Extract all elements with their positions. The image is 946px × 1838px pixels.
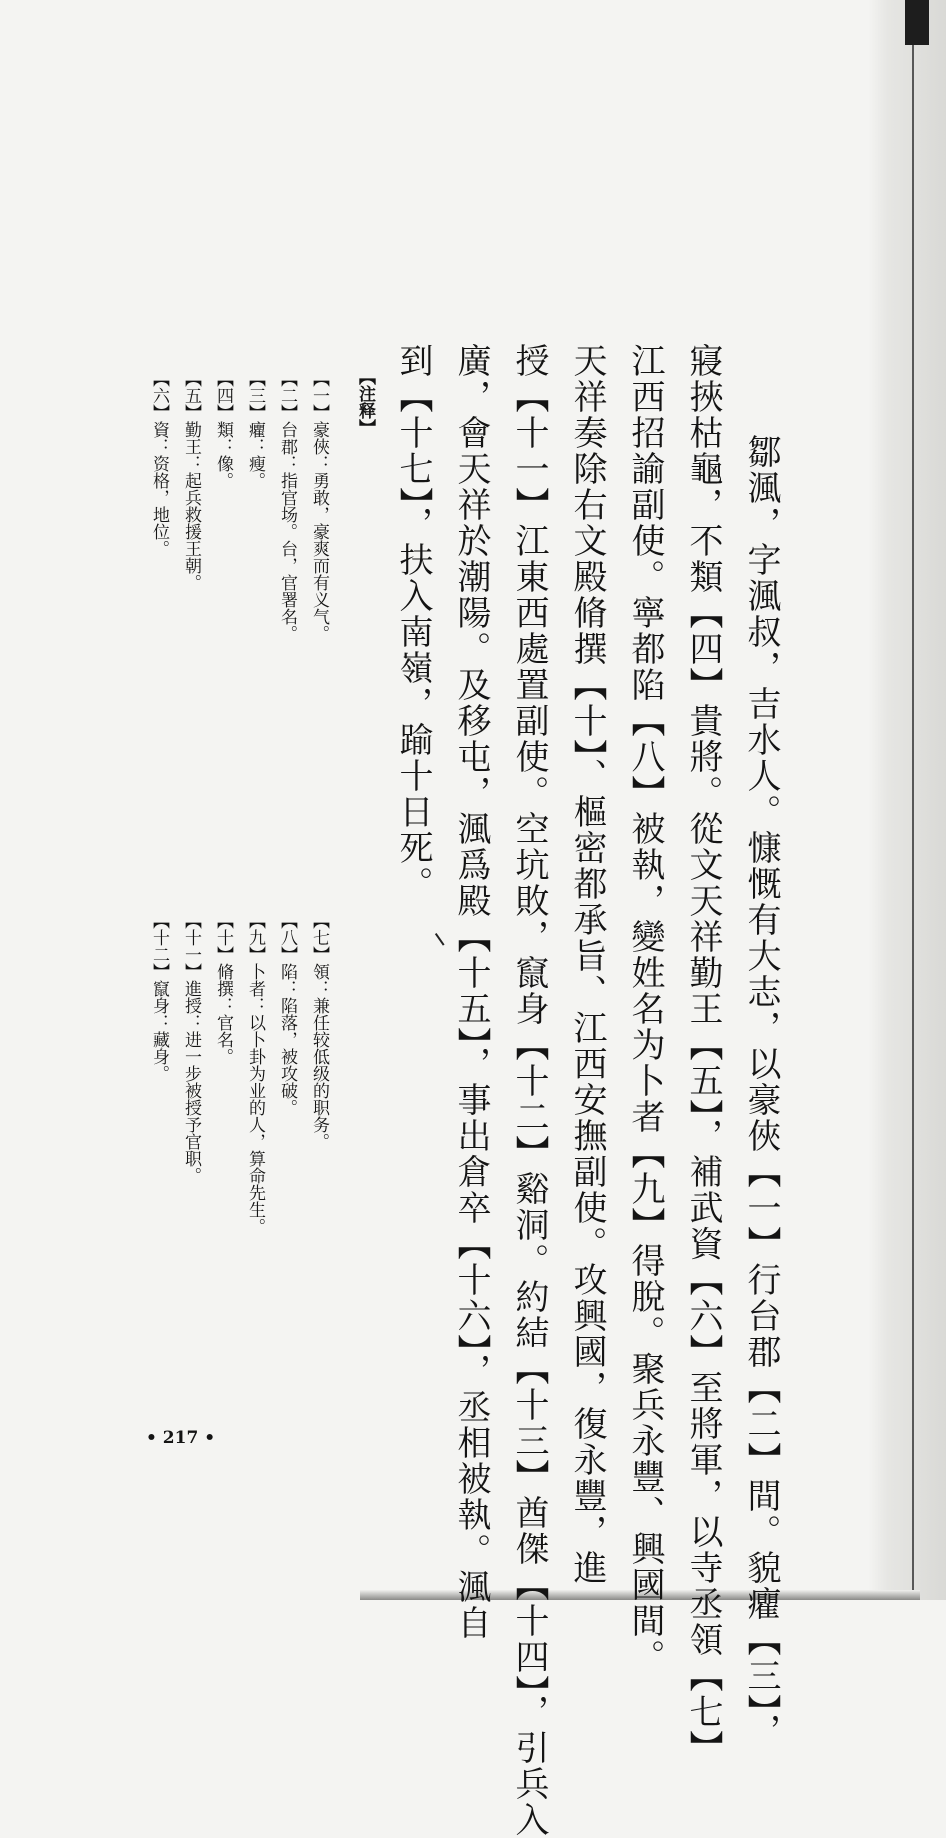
main-text-column-7: 到【十七】，扶入南嶺，踰十日死。	[393, 343, 433, 902]
note-8: 【八】陷：陷落，被攻破。	[277, 912, 297, 1116]
page-number: • 217 •	[146, 1428, 216, 1448]
note-4: 【四】類：像。	[213, 370, 233, 489]
note-10: 【十】脩撰：官名。	[213, 912, 233, 1065]
note-11: 【十一】進授：进一步被授予官职。	[181, 912, 201, 1184]
notes-heading: 【注释】	[355, 368, 375, 436]
note-6: 【六】資：资格，地位。	[149, 370, 169, 557]
note-1: 【一】豪俠：勇敢，豪爽而有义气。	[309, 370, 329, 642]
note-3: 【三】癯：瘦。	[245, 370, 265, 489]
main-text-column-3: 江西招諭副使。寧都陷【八】被執，變姓名为卜者【九】得脫。聚兵永豐、興國間。	[625, 343, 665, 1675]
page-edge-shadow	[868, 0, 946, 1600]
page-edge-line	[912, 0, 914, 1600]
scan-edge-top	[905, 0, 929, 45]
main-text-column-5: 授【十一】江東西處置副使。空坑敗，竄身【十二】谿洞。約結【十三】酋傑【十四】，引兵入	[509, 343, 549, 1838]
main-text-column-1: 鄒渢，字渢叔，吉水人。慷慨有大志，以豪俠【一】行台郡【二】間。貌癯【三】，	[741, 398, 781, 1749]
main-text-column-6: 廣，會天祥於潮陽。及移屯，渢爲殿【十五】，事出倉卒【十六】，丞相被執。渢自	[451, 343, 491, 1641]
note-12: 【十二】竄身：藏身。	[149, 912, 169, 1082]
note-5: 【五】勤王：起兵救援王朝。	[181, 370, 201, 591]
note-7: 【七】領：兼任较低级的职务。	[309, 912, 329, 1150]
note-2: 【二】台郡：指官场。台，官署名。	[277, 370, 297, 642]
main-text-column-4: 天祥奏除右文殿脩撰【十】、樞密都承旨、江西安撫副使。攻興國，復永豐，進	[567, 343, 607, 1586]
main-text-column-2: 寢挾枯龜，不類【四】貴將。從文天祥勤王【五】，補武資【六】至將軍，以寺丞領【七】	[683, 343, 723, 1766]
note-9: 【九】卜者：以卜卦为业的人，算命先生。	[245, 912, 265, 1235]
